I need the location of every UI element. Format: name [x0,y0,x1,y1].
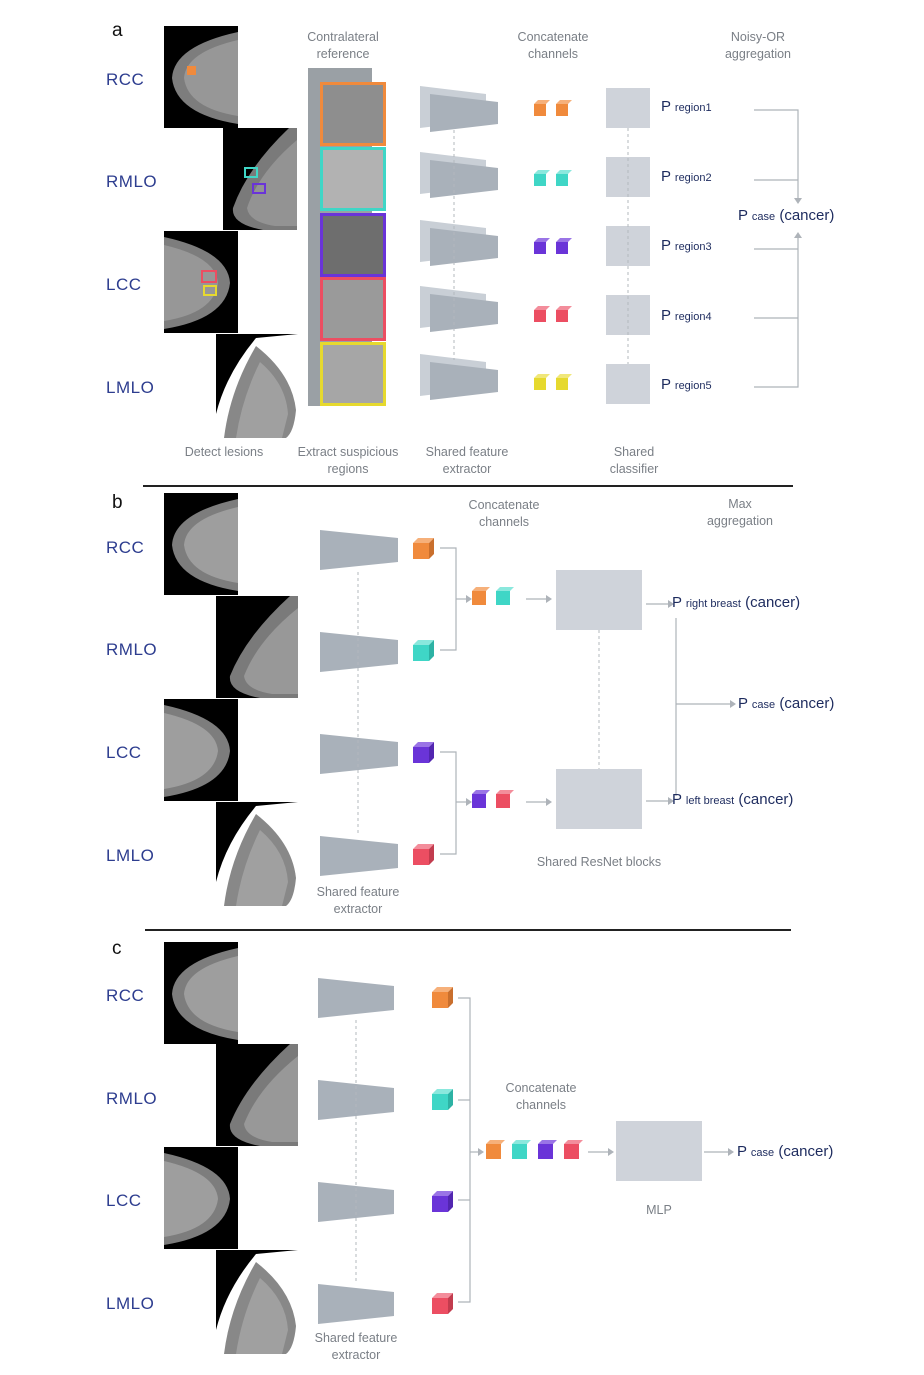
resnet-box-left [556,769,642,829]
classifier-box-1 [606,88,650,128]
panel-a [0,0,924,485]
extractor-b-3 [320,734,398,774]
p-region1: P region1 [661,98,712,115]
caption-detect-lesions: Detect lesions [184,445,264,459]
p-region2: P region2 [661,168,712,185]
cube-c-purple [432,1191,453,1212]
p-case-a: P case (cancer) [738,207,835,224]
resnet-box-right [556,570,642,630]
p-right-breast: P right breast (cancer) [672,594,801,611]
cube-c-orange [432,987,453,1008]
extractor-b-1 [320,530,398,570]
panel-a-graphics [0,0,924,485]
view-label-lcc-b: LCC [106,743,142,762]
p-region4: P region4 [661,307,712,324]
view-label-rmlo-b: RMLO [106,640,158,659]
p-region3: P region3 [661,237,712,254]
p-case-b: P case (cancer) [738,695,835,712]
extractor-b-2 [320,632,398,672]
concat-cubes-right [472,587,514,605]
view-label-lmlo-b: LMLO [106,846,155,865]
view-label-lmlo: LMLO [106,378,155,397]
extractor-a-1 [430,94,498,132]
caption-contralateral: Contralateral reference [307,30,379,61]
cube-b-teal [413,640,434,661]
cube-b-purple [413,742,434,763]
p-left-breast: P left breast (cancer) [672,791,794,808]
caption-extract-regions: Extract suspicious regions [297,445,399,476]
cube-b-red [413,844,434,865]
extractor-a-4 [430,294,498,332]
caption-shared-feature-a: Shared feature extractor [425,445,509,476]
cube-b-orange [413,538,434,559]
panel-label-c: c [112,938,122,959]
view-label-rcc-b: RCC [106,538,145,557]
view-label-lcc: LCC [106,275,142,294]
p-case-c: P case (cancer) [737,1143,834,1160]
extractor-b-4 [320,836,398,876]
caption-max-aggregation: Max aggregation [706,497,774,528]
panel-label-b: b [112,492,123,513]
caption-concatenate-c: Concatenate channels [505,1081,577,1112]
caption-concatenate-b: Concatenate channels [468,498,540,529]
caption-noisy-or: Noisy-OR aggregation [724,30,792,61]
panel-label-a: a [112,20,123,41]
classifier-box-5 [606,364,650,404]
extractor-a-2 [430,160,498,198]
caption-mlp: MLP [646,1203,672,1217]
mlp-box [616,1121,702,1181]
concat-cubes-left [472,790,514,808]
extractor-c-1 [318,978,394,1018]
extractor-c-4 [318,1284,394,1324]
view-label-rmlo-c: RMLO [106,1089,158,1108]
view-label-rcc: RCC [106,70,145,89]
cubes-a-3 [534,238,572,254]
view-label-lmlo-c: LMLO [106,1294,155,1313]
extractor-a-3 [430,228,498,266]
panel-b [0,486,924,928]
caption-resnet: Shared ResNet blocks [536,855,662,869]
view-label-rcc-c: RCC [106,986,145,1005]
caption-concatenate-a: Concatenate channels [517,30,589,61]
cube-c-red [432,1293,453,1314]
extractor-a-5 [430,362,498,400]
view-label-rmlo: RMLO [106,172,158,191]
view-label-lcc-c: LCC [106,1191,142,1210]
caption-shared-classifier: Shared classifier [609,445,659,476]
cubes-a-5 [534,374,572,390]
caption-shared-feature-c: Shared feature extractor [314,1331,398,1362]
cubes-a-1 [534,100,572,116]
p-region5: P region5 [661,376,712,393]
cubes-a-4 [534,306,572,322]
panel-c [0,930,924,1375]
cube-c-teal [432,1089,453,1110]
concat-cubes-c [486,1140,583,1159]
cubes-a-2 [534,170,572,186]
caption-shared-feature-b: Shared feature extractor [316,885,400,916]
